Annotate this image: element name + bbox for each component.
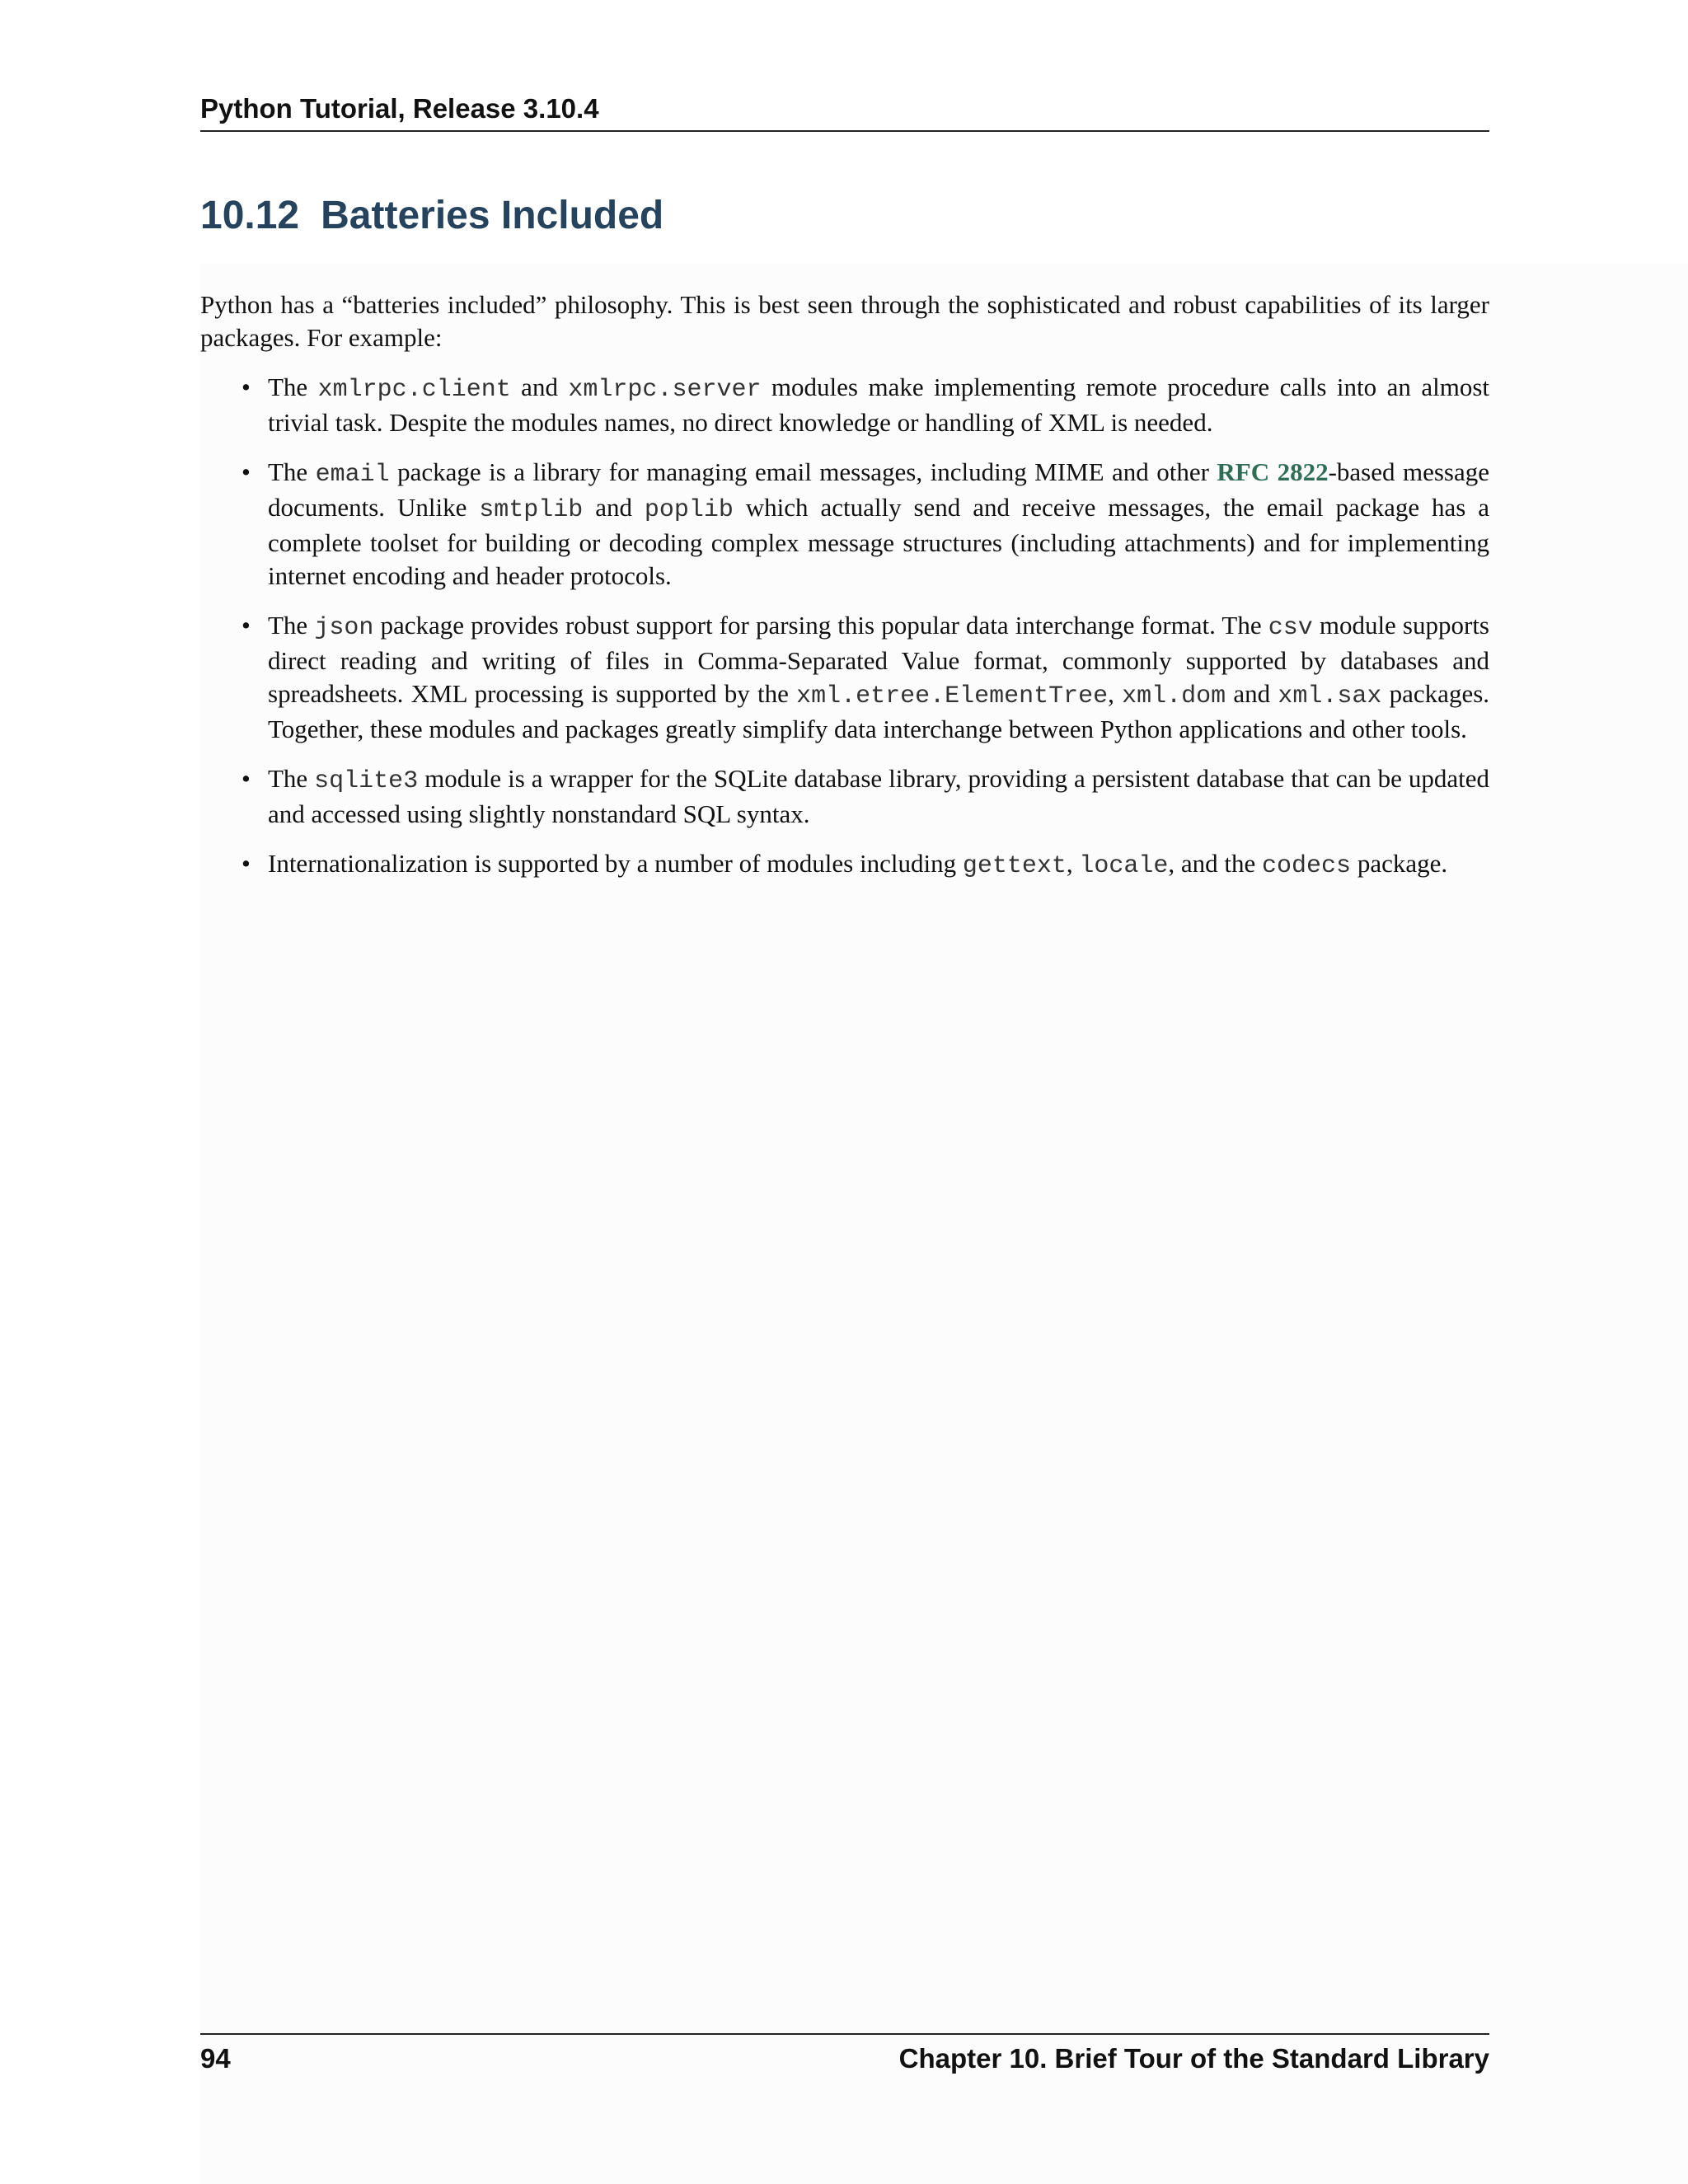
bullet-icon: •: [241, 849, 251, 878]
text: The: [268, 764, 315, 793]
code-codecs: codecs: [1262, 852, 1352, 880]
text: which actually send and receive messages, the email package has a complete toolset for building or decoding complex message structures (including attachments) and for implementing internet encoding and header protocols.: [268, 493, 1489, 590]
bullet-icon: •: [241, 611, 251, 640]
text: , and the: [1168, 849, 1263, 878]
code-smtplib: smtplib: [479, 496, 584, 524]
text: The: [268, 373, 318, 401]
list-item: [200, 847, 1489, 883]
footer-rule: [200, 2033, 1489, 2035]
bullet-icon: •: [241, 764, 251, 793]
text: -based message documents. Unlike: [268, 457, 1489, 522]
list-item: [200, 762, 1489, 831]
text: package provides robust support for parsing this popular data interchange format. The: [373, 611, 1268, 640]
text: The: [268, 611, 315, 640]
section-number: 10.12: [200, 194, 300, 237]
section-body: [200, 288, 1489, 899]
code-xml-dom: xml.dom: [1122, 682, 1226, 710]
list-item: [200, 609, 1489, 746]
list-item: [200, 456, 1489, 593]
code-xmlrpc-client: xmlrpc.client: [317, 376, 511, 404]
text: module is a wrapper for the SQLite database library, providing a persistent database that can be updated and accessed using slightly nonstandard SQL syntax.: [268, 764, 1489, 828]
text: packages. Together, these modules and packages greatly simplify data interchange between Python applications and other tools.: [268, 679, 1490, 743]
list-item: [200, 371, 1489, 439]
text: and: [510, 373, 569, 401]
code-poplib: poplib: [644, 496, 734, 524]
code-locale: locale: [1079, 852, 1169, 880]
bullet-list: [200, 371, 1489, 883]
text: ,: [1108, 679, 1123, 708]
intro-paragraph: Python has a “batteries included” philosophy. This is best seen through the sophisticated and robust capabilities of its larger packages. For example:: [200, 290, 1489, 352]
code-gettext: gettext: [962, 852, 1067, 880]
chapter-title: Chapter 10. Brief Tour of the Standard Library: [898, 2043, 1489, 2074]
header-rule: [200, 130, 1489, 132]
text: and: [1226, 679, 1278, 708]
bullet-icon: •: [241, 373, 251, 401]
bullet-icon: •: [241, 457, 251, 486]
code-csv: csv: [1268, 614, 1313, 642]
text: package is a library for managing email messages, including MIME and other: [389, 457, 1217, 486]
code-xmlrpc-server: xmlrpc.server: [568, 376, 762, 404]
page-footer: [200, 2041, 1489, 2076]
code-sqlite3: sqlite3: [314, 767, 419, 795]
page-number: 94: [200, 2043, 231, 2074]
section-title: Batteries Included: [321, 194, 664, 237]
code-email: email: [315, 461, 390, 489]
rfc-2822-link[interactable]: RFC 2822: [1217, 457, 1329, 486]
text: The: [268, 457, 316, 486]
running-header: Python Tutorial, Release 3.10.4: [200, 93, 599, 124]
code-xml-etree: xml.etree.ElementTree: [796, 682, 1109, 710]
text: package.: [1351, 849, 1448, 878]
code-xml-sax: xml.sax: [1278, 682, 1382, 710]
section-heading: [200, 191, 1489, 241]
code-json: json: [314, 614, 374, 642]
text: module supports direct reading and writing of files in Comma-Separated Value format, commonly supported by databases and spreadsheets. XML processing is supported by the: [268, 611, 1489, 708]
text: Internationalization is supported by a number of modules including: [268, 849, 963, 878]
text: ,: [1066, 849, 1080, 878]
text: modules make implementing remote procedure calls into an almost trivial task. Despite the modules names, no direct knowledge or handling of XML is needed.: [268, 373, 1489, 437]
text: and: [583, 493, 645, 522]
